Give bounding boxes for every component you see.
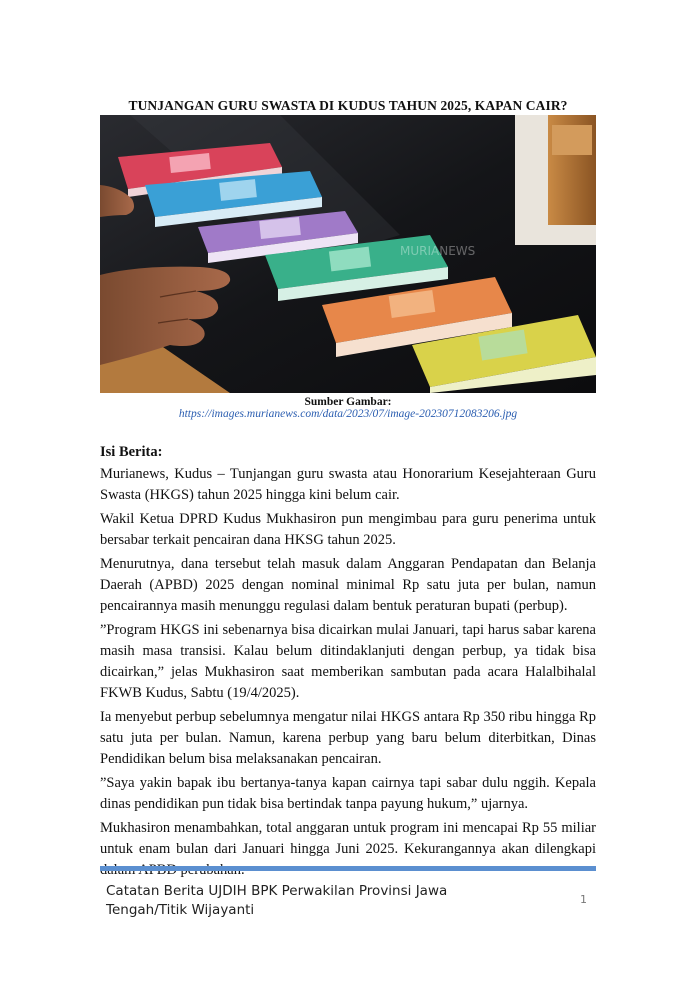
paragraph: ”Program HKGS ini sebenarnya bisa dicairkan mulai Januari, tapi harus sabar karena masih masa transisi. Kalau belum ditindaklanjuti dengan perbup, ya tidak bisa dicairkan,” jelas Mukhasiron saat memberikan sambutan pada acara Halalbihalal FKWB Kudus, Sabtu (19/4/2025).	[100, 621, 596, 702]
paragraph: Murianews, Kudus – Tunjangan guru swasta atau Honorarium Kesejahteraan Guru Swasta (HKGS) tahun 2025 hingga kini belum cair.	[100, 466, 596, 504]
page-number: 1	[580, 893, 587, 906]
article-photo	[100, 115, 596, 393]
banknotes-photo	[100, 115, 596, 393]
article-title: TUNJANGAN GURU SWASTA DI KUDUS TAHUN 2025, KAPAN CAIR?	[128, 98, 568, 113]
paragraph: ”Saya yakin bapak ibu bertanya-tanya kapan cairnya tapi sabar dulu nggih. Kepala dinas pendidikan pun tidak bisa bertindak tanpa payung hukum,” ujarnya.	[100, 774, 596, 812]
photo-watermark: MURIANEWS	[400, 244, 476, 258]
section-heading: Isi Berita:	[100, 444, 163, 460]
paragraph: Mukhasiron menambahkan, total anggaran untuk program ini mencapai Rp 55 miliar untuk enam bulan dari Januari hingga Juni 2025. Kekurangannya akan dilengkapi	[100, 819, 596, 857]
paragraph: Menurutnya, dana tersebut telah masuk dalam Anggaran Pendapatan dan Belanja Daerah (APBD) 2025 dengan nominal minimal Rp satu juta per bulan, namun pencairannya masih menunggu regulasi dalam bentuk peraturan bupati (perbup).	[100, 555, 596, 614]
paragraph: Wakil Ketua DPRD Kudus Mukhasiron pun mengimbau para guru penerima untuk bersabar terkait pencairan dana HKSG tahun 2025.	[100, 510, 596, 548]
footer-note: Catatan Berita UJDIH BPK Perwakilan Provinsi Jawa Tengah/Titik Wijayanti	[106, 883, 448, 918]
image-caption-label: Sumber Gambar:	[304, 396, 392, 408]
paragraph: Ia menyebut perbup sebelumnya mengatur nilai HKGS antara Rp 350 ribu hingga Rp satu juta per bulan. Namun, karena perbup yang baru belum diterbitkan, Dinas Pendidikan belum bisa melaksanakan pencairan.	[100, 708, 596, 768]
footer-divider	[100, 866, 596, 871]
article-body	[100, 464, 596, 884]
image-source-link[interactable]: https://images.murianews.com/data/2023/07/image-20230712083206.jpg	[178, 408, 518, 420]
